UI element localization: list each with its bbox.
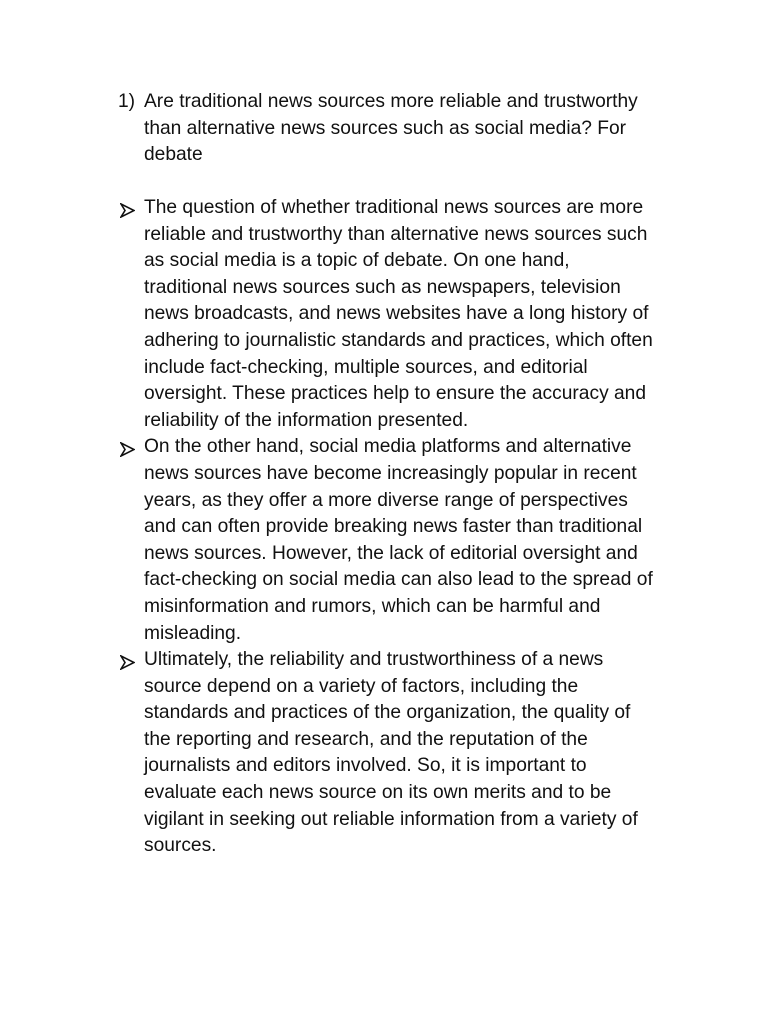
arrowhead-bullet-icon	[120, 652, 135, 667]
bullet-list	[118, 195, 658, 860]
bullet-item	[118, 195, 658, 434]
bullet-text: The question of whether traditional news sources are more reliable and trustworthy than alternative news sources such as social media is a topic of debate. On one hand, traditional news sources such as newspapers, television news broadcasts, and news websites have a long history of adhering to journalistic standards and practices, which often include fact-checking, multiple sources, and editorial oversight. These practices help to ensure the accuracy and reliability of the information presented.	[144, 197, 653, 431]
question-text: Are traditional news sources more reliable and trustworthy than alternative news sources such as social media? For debate	[144, 91, 638, 166]
bullet-text: Ultimately, the reliability and trustworthiness of a news source depend on a variety of factors, including the standards and practices of the organization, the quality of the reporting and research, and the reputation of the journalists and editors involved. So, it is important to evaluate each news source on its own merits and to be vigilant in seeking out reliable information from a variety of sources.	[144, 649, 638, 857]
arrowhead-bullet-icon	[120, 439, 135, 454]
item-number: 1)	[118, 91, 136, 112]
numbered-list	[118, 89, 658, 169]
arrowhead-bullet-icon	[120, 200, 135, 215]
bullet-text: On the other hand, social media platforms and alternative news sources have become increasingly popular in recent years, as they offer a more diverse range of perspectives and can often provide breaking news faster than traditional news sources. However, the lack of editorial oversight and fact-checking on social media can also lead to the spread of misinformation and rumors, which can be harmful and misleading.	[144, 436, 653, 644]
numbered-item	[118, 89, 658, 169]
bullet-item	[118, 647, 658, 860]
bullet-item	[118, 434, 658, 647]
